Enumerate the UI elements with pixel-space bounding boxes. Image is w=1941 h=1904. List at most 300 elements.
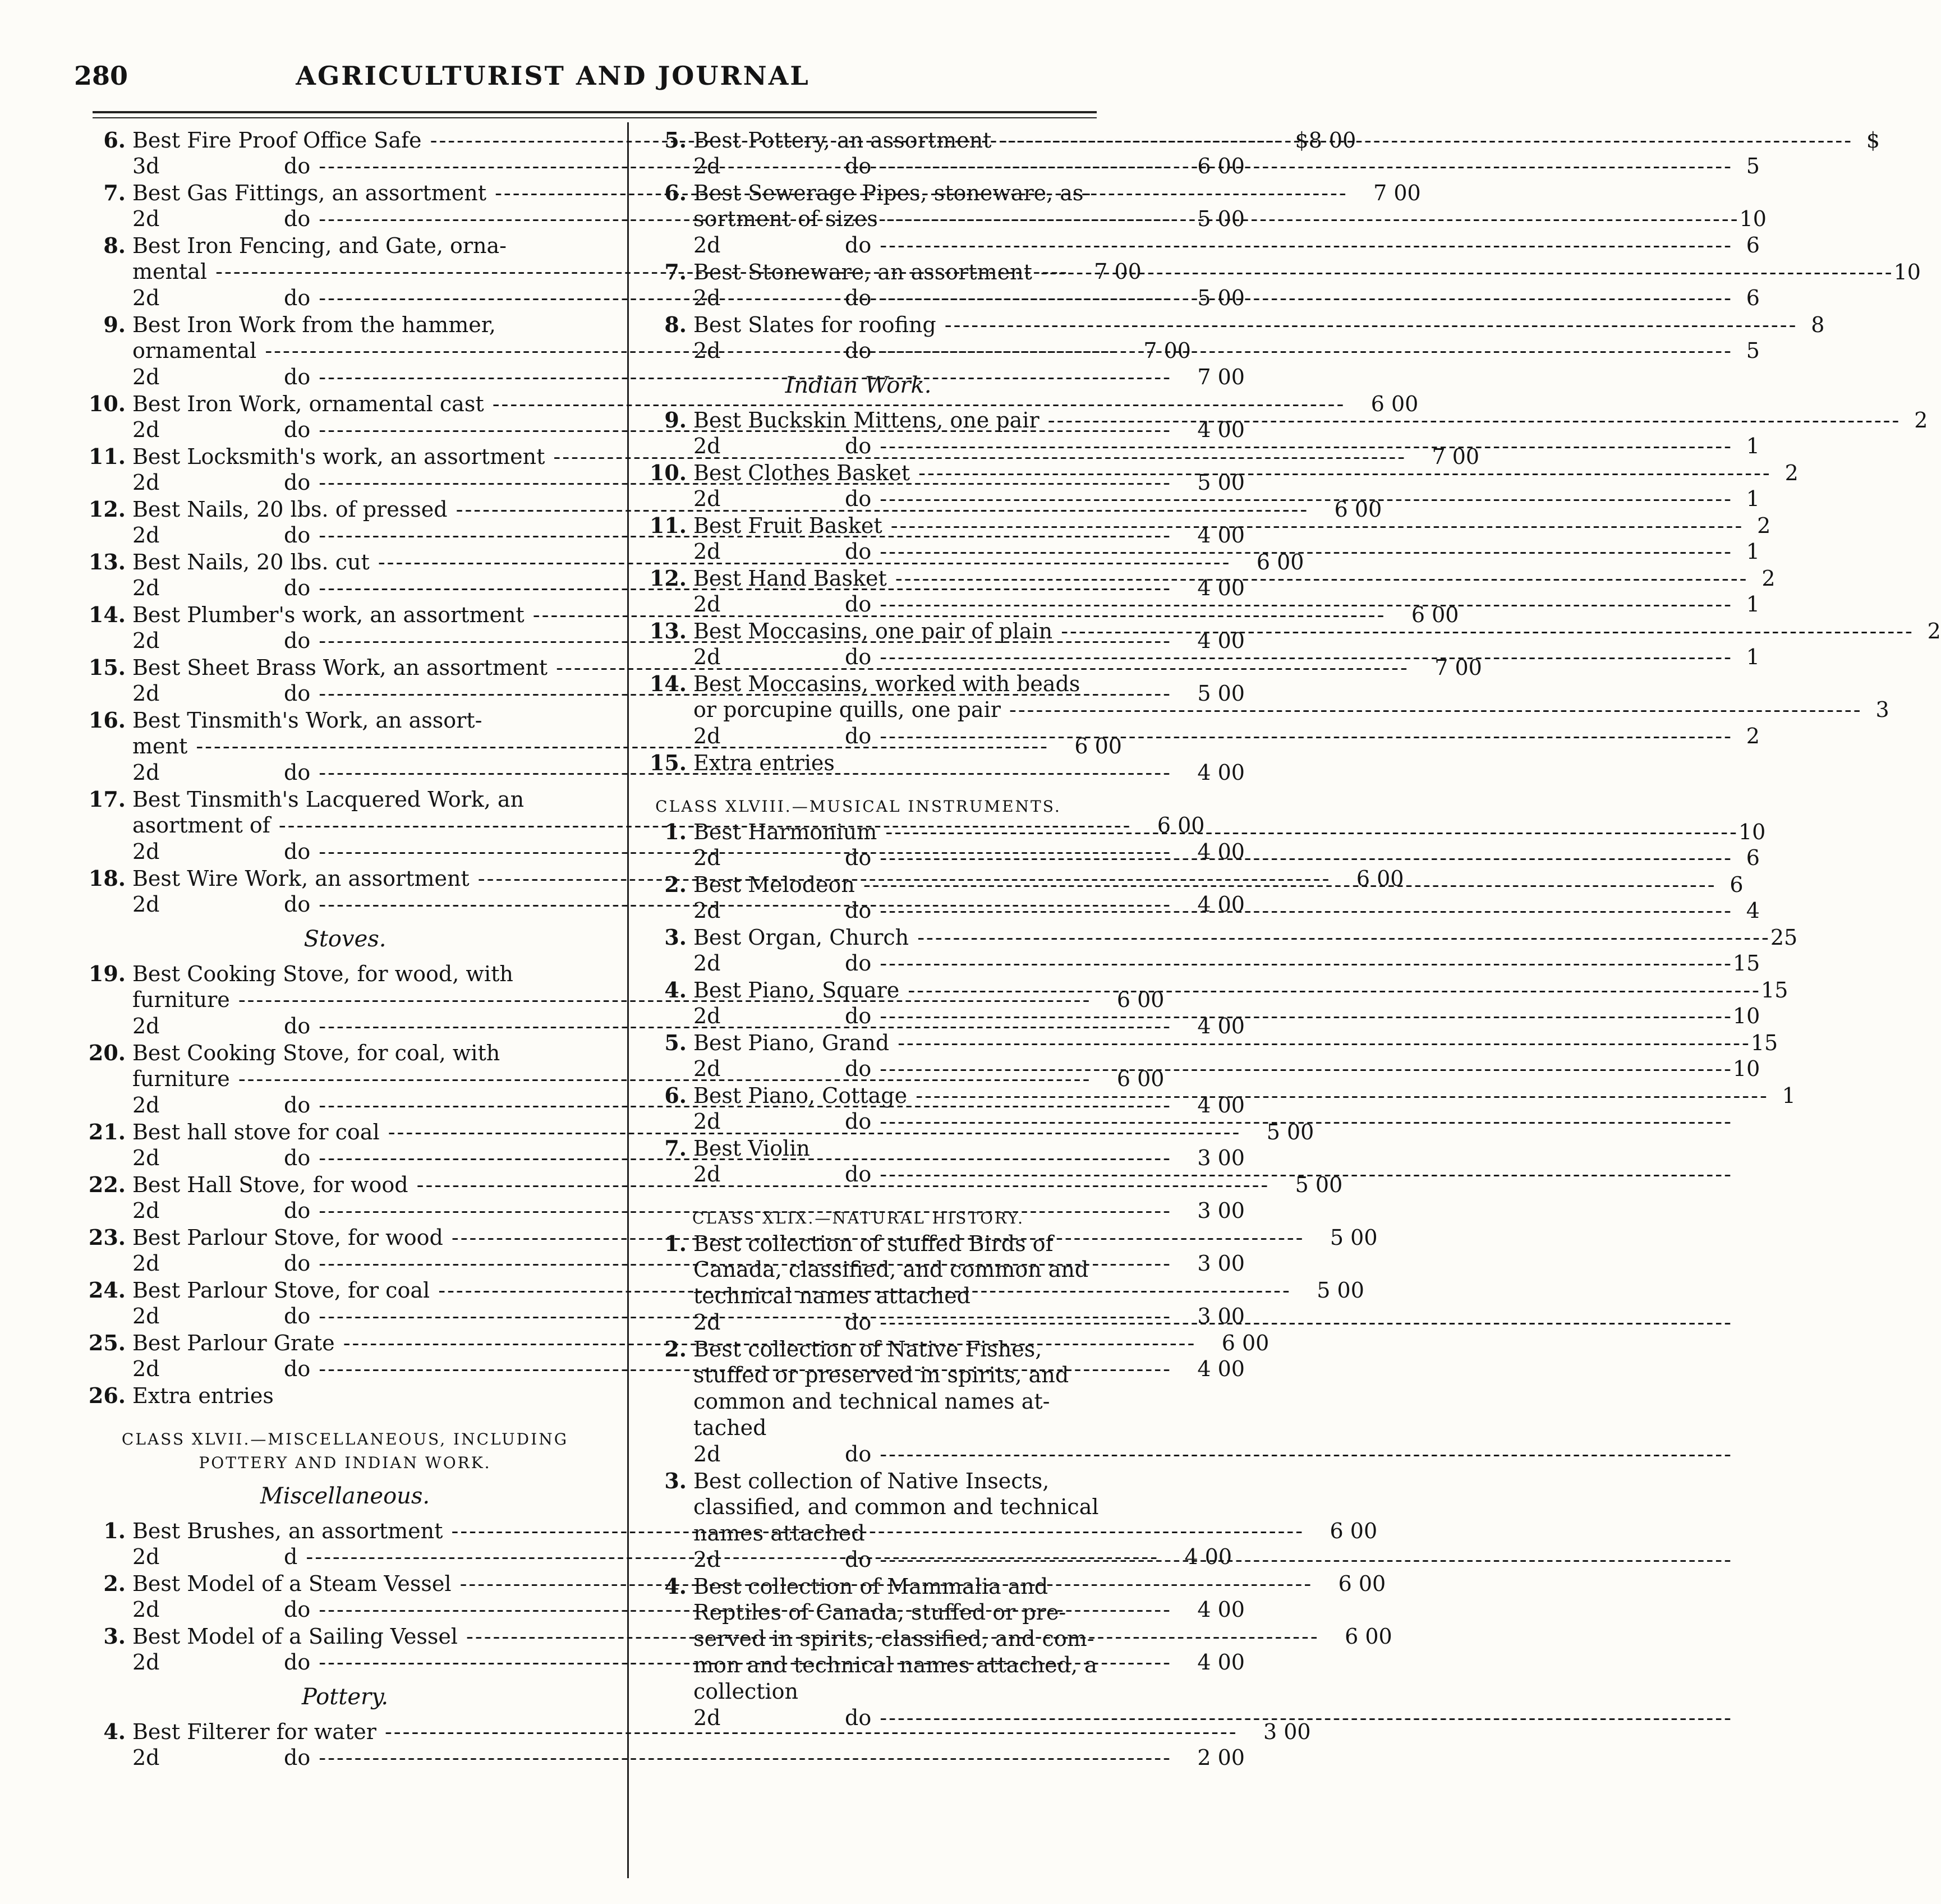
- entry-number: 9.: [103, 312, 126, 337]
- prize-rank: 2d: [693, 1162, 721, 1186]
- prize-amount: 6 00: [1197, 154, 1245, 178]
- ditto-mark: do: [284, 417, 311, 442]
- prize-amount: 6 00: [1116, 987, 1165, 1012]
- prize-rank: 2d: [693, 645, 721, 669]
- entry-number: 12.: [649, 565, 687, 591]
- prize-amount: 6: [1730, 872, 1744, 897]
- prize-amount: 6 00: [1356, 866, 1404, 891]
- ditto-mark: do: [284, 1093, 311, 1117]
- entry-number: 11.: [88, 444, 126, 469]
- entry-number: 25.: [88, 1330, 126, 1355]
- section-heading: Stoves.: [303, 926, 387, 952]
- ditto-mark: do: [284, 523, 311, 548]
- entry-text: Best Cooking Stove, for coal, with: [132, 1041, 500, 1065]
- ditto-mark: do: [845, 286, 872, 310]
- entry-text: ment -----: [132, 733, 1049, 760]
- prize-rank: 2d: [132, 892, 160, 917]
- ditto-mark: do: [845, 845, 872, 870]
- entry-number: 3.: [664, 1468, 687, 1493]
- entry-continuation: [645, 1415, 1071, 1441]
- entry-text: sortment of sizes -----: [693, 206, 1740, 232]
- entry-text: Best Piano, Grand -----: [693, 1030, 1751, 1056]
- prize-rank: 2d: [132, 1650, 160, 1675]
- entry-text: mental -----: [132, 259, 1069, 285]
- prize-amount: 6 00: [1256, 550, 1304, 574]
- second-prize-text: [693, 591, 1733, 618]
- prize-amount: 5 00: [1295, 1172, 1343, 1197]
- page-header: [0, 61, 1106, 105]
- entry-text: furniture -----: [132, 1066, 1091, 1092]
- prize-amount: $8 00: [1295, 128, 1356, 153]
- ditto-mark: do: [845, 592, 872, 617]
- running-title: AGRICULTURIST AND JOURNAL: [296, 61, 810, 91]
- prize-rank: 2d: [132, 681, 160, 706]
- prize-amount: 6 00: [1157, 813, 1205, 838]
- prize-amount: $: [1866, 128, 1880, 153]
- prize-rank: 2d: [693, 1547, 721, 1572]
- prize-amount: 6 00: [1338, 1571, 1386, 1596]
- prize-amount: 5 00: [1330, 1225, 1378, 1250]
- prize-entry: [84, 707, 606, 733]
- prize-entry: [645, 1573, 1071, 1599]
- entry-text: Best Plumber's work, an assortment -----: [132, 602, 1386, 628]
- second-prize-text: [693, 1547, 1733, 1573]
- prize-amount: 3 00: [1197, 1251, 1245, 1276]
- prize-amount: 3 00: [1197, 1304, 1245, 1328]
- second-prize-row: [84, 1013, 1245, 1040]
- prize-entry: [84, 960, 606, 987]
- second-prize-row: [84, 891, 1245, 918]
- ditto-mark: do: [284, 1251, 311, 1276]
- entry-number: 20.: [88, 1040, 126, 1065]
- ditto-mark: do: [284, 1356, 311, 1381]
- entry-text: common and technical names at-: [693, 1389, 1050, 1414]
- prize-rank: 2d: [132, 1251, 160, 1276]
- prize-amount: 6 00: [1330, 1519, 1378, 1543]
- second-prize-text: [132, 1745, 1172, 1771]
- ditto-mark: do: [284, 892, 311, 917]
- second-prize-text: [693, 1161, 1733, 1188]
- header-rule: [93, 111, 1097, 113]
- second-prize-text: [693, 1109, 1733, 1135]
- entry-text: Best Moccasins, one pair of plain -----: [693, 618, 1914, 645]
- prize-amount: 1: [1746, 434, 1760, 458]
- entry-number: 4.: [664, 977, 687, 1002]
- prize-amount: 1: [1746, 592, 1760, 617]
- entry-text: Best Harmonium -----: [693, 819, 1738, 845]
- prize-amount: 6 00: [1116, 1066, 1165, 1091]
- ditto-mark: do: [284, 365, 311, 389]
- second-prize-text: [693, 486, 1733, 512]
- entry-number: 23.: [88, 1225, 126, 1250]
- page-number: 280: [74, 61, 128, 91]
- entry-number: 24.: [88, 1277, 126, 1303]
- entry-text: Best Piano, Cottage -----: [693, 1083, 1769, 1109]
- prize-amount: 8: [1811, 312, 1825, 337]
- prize-amount: 4 00: [1197, 1356, 1245, 1381]
- entry-number: 2.: [664, 872, 687, 897]
- entry-continuation: [645, 1388, 1071, 1415]
- entry-number: 19.: [88, 961, 126, 986]
- prize-rank: 2d: [132, 760, 160, 785]
- second-prize-text: [693, 1441, 1733, 1468]
- second-prize-row: [645, 1705, 1071, 1731]
- entry-text: Best Nails, 20 lbs. of pressed -----: [132, 496, 1309, 523]
- prize-amount: 3: [1875, 697, 1889, 722]
- prize-amount: 10: [1732, 1056, 1760, 1081]
- ditto-mark: do: [845, 1056, 872, 1081]
- entry-text: Best Sewerage Pipes, stoneware, as-: [693, 181, 1091, 205]
- prize-amount: 6 00: [1411, 603, 1459, 627]
- entry-number: 3.: [103, 1624, 126, 1649]
- entry-text: Extra entries: [693, 751, 835, 775]
- prize-rank: 2d: [693, 724, 721, 748]
- section-heading: Miscellaneous.: [260, 1483, 430, 1509]
- entry-number: 4.: [103, 1719, 126, 1744]
- class-heading: CLASS XLIX.—NATURAL HISTORY.: [692, 1209, 1024, 1227]
- prize-amount: 3 00: [1197, 1198, 1245, 1223]
- ditto-mark: do: [284, 470, 311, 495]
- ditto-mark: do: [845, 1310, 872, 1335]
- entry-text: asortment of -----: [132, 812, 1132, 839]
- prize-rank: 2d: [693, 486, 721, 511]
- entry-text: Best collection of stuffed Birds of: [693, 1231, 1054, 1256]
- ditto-mark: do: [845, 1442, 872, 1466]
- prize-amount: 6 00: [1074, 734, 1122, 758]
- entry-text: collection: [693, 1679, 799, 1704]
- prize-amount: 4 00: [1197, 628, 1245, 653]
- entry-continuation: [645, 1257, 1089, 1283]
- prize-amount: 2: [1784, 461, 1799, 485]
- prize-rank: 2d: [693, 845, 721, 870]
- entry-text: Best collection of Mammalia and: [693, 1574, 1048, 1599]
- prize-amount: 4 00: [1197, 576, 1245, 600]
- entry-number: 18.: [88, 866, 126, 891]
- entry-text: classified, and common and technical: [693, 1494, 1099, 1519]
- ditto-mark: do: [284, 206, 311, 231]
- ditto-mark: do: [845, 1162, 872, 1186]
- entry-number: 6.: [103, 127, 126, 153]
- second-prize-text: [693, 285, 1733, 311]
- entry-continuation: [645, 1626, 1094, 1652]
- prize-entry: [84, 311, 606, 338]
- entry-number: 10.: [88, 391, 126, 416]
- prize-amount: 10: [1738, 820, 1766, 844]
- prize-entry: [84, 1382, 606, 1409]
- second-prize-row: [84, 285, 1245, 311]
- ditto-mark: do: [284, 1650, 311, 1675]
- prize-amount: 4 00: [1197, 417, 1245, 442]
- prize-rank: 2d: [132, 206, 160, 231]
- entry-text: Best Locksmith's work, an assortment -----: [132, 444, 1406, 470]
- second-prize-text: [693, 1056, 1733, 1082]
- entry-text: Best Iron Work, ornamental cast -----: [132, 391, 1345, 417]
- prize-amount: 4 00: [1184, 1544, 1232, 1569]
- ditto-mark: do: [284, 154, 311, 178]
- prize-amount: 7 00: [1434, 655, 1482, 680]
- entry-number: 6.: [664, 1083, 687, 1108]
- entry-text: Best Tinsmith's Work, an assort-: [132, 708, 482, 733]
- entry-text: furniture -----: [132, 987, 1091, 1013]
- entry-number: 1.: [664, 1231, 687, 1256]
- prize-rank: 2d: [132, 1093, 160, 1117]
- entry-text: Best Filterer for water -----: [132, 1719, 1238, 1745]
- second-prize-row: [84, 1303, 1245, 1330]
- prize-amount: 7 00: [1373, 181, 1421, 205]
- entry-text: Best Violin: [693, 1136, 810, 1161]
- entry-text: technical names attached: [693, 1284, 970, 1308]
- entry-number: 7.: [664, 259, 687, 284]
- entry-number: 12.: [88, 496, 126, 522]
- prize-amount: 6: [1746, 286, 1760, 310]
- prize-amount: 6 00: [1334, 497, 1382, 522]
- entry-continuation: [645, 697, 1889, 723]
- spacer: [645, 1188, 1071, 1207]
- prize-rank: 2d: [693, 434, 721, 458]
- second-prize-row: [84, 1745, 1245, 1771]
- prize-amount: 4 00: [1197, 1650, 1245, 1675]
- prize-rank: 2d: [132, 1745, 160, 1770]
- entry-number: 8.: [664, 312, 687, 337]
- entry-number: 22.: [88, 1172, 126, 1197]
- entry-text: mon and technical names attached, a: [693, 1653, 1097, 1677]
- prize-amount: 7 00: [1143, 338, 1191, 363]
- entry-text: tached: [693, 1415, 767, 1440]
- second-prize-row: [645, 1109, 1071, 1135]
- second-prize-text: [693, 539, 1733, 565]
- prize-amount: 25: [1770, 925, 1798, 950]
- ditto-mark: do: [845, 154, 872, 178]
- prize-amount: 5: [1746, 338, 1760, 363]
- prize-amount: 4 00: [1197, 523, 1245, 548]
- prize-amount: 5 00: [1197, 206, 1245, 231]
- prize-rank: 2d: [132, 576, 160, 600]
- entry-number: 3.: [664, 925, 687, 950]
- second-prize-text: [693, 845, 1733, 871]
- prize-rank: 2d: [132, 523, 160, 548]
- ditto-mark: d: [284, 1544, 298, 1569]
- prize-entry: [645, 924, 1798, 950]
- entry-number: 14.: [649, 671, 687, 696]
- entry-text: Best Organ, Church -----: [693, 925, 1770, 951]
- entry-text: stuffed or preserved in spirits, and: [693, 1363, 1069, 1387]
- entry-number: 7.: [664, 1135, 687, 1161]
- prize-rank: 2d: [132, 839, 160, 864]
- prize-amount: 4 00: [1197, 892, 1245, 917]
- entry-text: Best Stoneware, an assortment -----: [693, 259, 1894, 286]
- prize-rank: 2d: [693, 1705, 721, 1730]
- prize-entry: [84, 232, 606, 259]
- prize-amount: 6 00: [1221, 1331, 1270, 1355]
- prize-entry: [645, 311, 1825, 338]
- prize-amount: 6: [1746, 845, 1760, 870]
- second-prize-row: [645, 1547, 1071, 1573]
- ditto-mark: do: [845, 1705, 872, 1730]
- entry-text: Best Slates for roofing -----: [693, 312, 1797, 338]
- entry-text: Best hall stove for coal -----: [132, 1119, 1241, 1146]
- second-prize-text: [693, 338, 1733, 364]
- prize-rank: 2d: [132, 1146, 160, 1170]
- prize-amount: 4 00: [1197, 1014, 1245, 1038]
- entry-number: 13.: [88, 549, 126, 574]
- prize-amount: 10: [1893, 260, 1921, 284]
- section-heading: Pottery.: [301, 1684, 389, 1710]
- ditto-mark: do: [845, 1004, 872, 1028]
- prize-rank: 2d: [132, 1198, 160, 1223]
- second-prize-text: [693, 723, 1733, 749]
- entry-number: 7.: [103, 180, 126, 205]
- entry-text: Best Wire Work, an assortment -----: [132, 866, 1331, 892]
- ditto-mark: do: [845, 898, 872, 923]
- second-prize-row: [645, 1309, 1071, 1336]
- prize-amount: 1: [1746, 486, 1760, 511]
- prize-rank: 2d: [132, 1597, 160, 1622]
- prize-entry: [645, 749, 1071, 776]
- ditto-mark: do: [284, 576, 311, 600]
- prize-amount: 5 00: [1197, 470, 1245, 495]
- entry-continuation: [645, 1678, 1071, 1705]
- prize-amount: 2: [1761, 566, 1776, 591]
- ditto-mark: do: [284, 681, 311, 706]
- entry-number: 4.: [664, 1574, 687, 1599]
- second-prize-text: [693, 1003, 1733, 1029]
- entry-number: 13.: [649, 618, 687, 643]
- prize-rank: 2d: [693, 1109, 721, 1134]
- header-rule-thin: [93, 117, 1097, 118]
- ditto-mark: do: [284, 1146, 311, 1170]
- ditto-mark: do: [845, 434, 872, 458]
- entry-text: names attached: [693, 1521, 865, 1546]
- prize-amount: 10: [1739, 206, 1767, 231]
- prize-entry: [84, 1718, 1311, 1745]
- prize-amount: 2: [1914, 408, 1928, 433]
- class-heading: CLASS XLVIII.—MUSICAL INSTRUMENTS.: [655, 797, 1061, 816]
- ditto-mark: do: [845, 724, 872, 748]
- prize-amount: 5 00: [1197, 286, 1245, 310]
- entry-text: Best collection of Native Insects,: [693, 1469, 1050, 1493]
- prize-rank: 2d: [693, 951, 721, 976]
- entry-continuation: [645, 1494, 1099, 1520]
- second-prize-row: [645, 950, 1760, 977]
- prize-rank: 2d: [132, 417, 160, 442]
- entry-text: Best Parlour Stove, for coal -----: [132, 1277, 1291, 1304]
- prize-amount: 3 00: [1263, 1719, 1311, 1744]
- ditto-mark: do: [845, 486, 872, 511]
- prize-amount: 15: [1750, 1031, 1778, 1055]
- spacer: [645, 776, 1071, 795]
- prize-amount: 1: [1782, 1083, 1796, 1108]
- prize-rank: 2d: [132, 628, 160, 653]
- ditto-mark: do: [284, 286, 311, 310]
- entry-text: Best Cooking Stove, for wood, with: [132, 962, 513, 986]
- second-prize-text: [693, 1309, 1733, 1336]
- entry-number: 1.: [103, 1518, 126, 1543]
- entry-continuation: [645, 1599, 1071, 1626]
- entry-text: Reptiles of Canada, stuffed or pre-: [693, 1600, 1066, 1625]
- entry-text: Best Moccasins, worked with beads: [693, 672, 1080, 696]
- prize-rank: 2d: [693, 154, 721, 178]
- prize-amount: 7 00: [1432, 444, 1480, 469]
- prize-amount: 7 00: [1197, 365, 1245, 389]
- prize-rank: 2d: [132, 1014, 160, 1038]
- entry-text: Best Model of a Steam Vessel -----: [132, 1571, 1313, 1597]
- entry-text: Best Sheet Brass Work, an assortment -----: [132, 655, 1409, 681]
- entry-text: served in spirits, classified, and com-: [693, 1626, 1094, 1651]
- prize-amount: 4: [1746, 898, 1760, 923]
- prize-amount: 1: [1746, 539, 1760, 564]
- entry-number: 8.: [103, 233, 126, 258]
- entry-number: 26.: [88, 1383, 126, 1408]
- entry-text: Best Iron Fencing, and Gate, orna-: [132, 233, 507, 258]
- prize-amount: 4 00: [1197, 760, 1245, 785]
- ditto-mark: do: [845, 1547, 872, 1572]
- entry-number: 2.: [103, 1571, 126, 1596]
- spacer: [84, 1409, 606, 1428]
- entry-number: 11.: [649, 513, 687, 538]
- entry-text: Best collection of Native Fishes,: [693, 1337, 1042, 1362]
- second-prize-text: [693, 644, 1733, 670]
- entry-text: Best Pottery, an assortment -----: [693, 127, 1853, 154]
- prize-entry: [645, 1468, 1071, 1494]
- entry-continuation: [645, 1283, 1071, 1309]
- prize-rank: 2d: [693, 1004, 721, 1028]
- ditto-mark: do: [284, 1014, 311, 1038]
- entry-text: Canada, classified, and common and: [693, 1257, 1089, 1282]
- prize-rank: 2d: [132, 286, 160, 310]
- prize-entry: [84, 1040, 606, 1066]
- second-prize-text: [693, 232, 1733, 259]
- entry-number: 1.: [664, 819, 687, 844]
- class-heading: CLASS XLVII.—MISCELLANEOUS, INCLUDING: [121, 1430, 569, 1448]
- entry-continuation: [645, 1520, 1071, 1547]
- prize-entry: [84, 786, 606, 812]
- prize-amount: 6 00: [1345, 1624, 1392, 1649]
- prize-rank: 2d: [693, 592, 721, 617]
- prize-rank: 2d: [132, 1304, 160, 1328]
- ditto-mark: do: [284, 628, 311, 653]
- prize-amount: 5 00: [1266, 1120, 1314, 1144]
- entry-text: Extra entries: [132, 1383, 274, 1408]
- entry-text: ornamental -----: [132, 338, 1118, 364]
- entry-number: 10.: [649, 460, 687, 485]
- ditto-mark: do: [284, 1597, 311, 1622]
- entry-number: 5.: [664, 1030, 687, 1055]
- prize-rank: 2d: [693, 898, 721, 923]
- second-prize-row: [645, 232, 1760, 259]
- prize-amount: 2: [1746, 724, 1760, 748]
- entry-text: Best Nails, 20 lbs. cut -----: [132, 549, 1231, 576]
- prize-amount: 5 00: [1317, 1278, 1364, 1303]
- prize-entry: [645, 670, 1080, 697]
- entry-number: 2.: [664, 1336, 687, 1362]
- prize-rank: 2d: [693, 1056, 721, 1081]
- entry-text: Best Piano, Square -----: [693, 977, 1761, 1004]
- prize-entry: [645, 1135, 1071, 1161]
- ditto-mark: do: [284, 839, 311, 864]
- prize-amount: 7 00: [1094, 259, 1142, 284]
- entry-text: Best Iron Work from the hammer,: [132, 312, 496, 337]
- prize-amount: 4 00: [1197, 1597, 1245, 1622]
- prize-rank: 2d: [693, 286, 721, 310]
- entry-number: 9.: [664, 407, 687, 433]
- entry-text: Best Parlour Stove, for wood -----: [132, 1225, 1305, 1251]
- prize-rank: 2d: [693, 233, 721, 257]
- prize-rank: 2d: [132, 1356, 160, 1381]
- entry-text: Best Fruit Basket -----: [693, 513, 1744, 539]
- entry-number: 14.: [88, 602, 126, 627]
- entry-number: 15.: [649, 750, 687, 775]
- prize-amount: 5: [1746, 154, 1760, 178]
